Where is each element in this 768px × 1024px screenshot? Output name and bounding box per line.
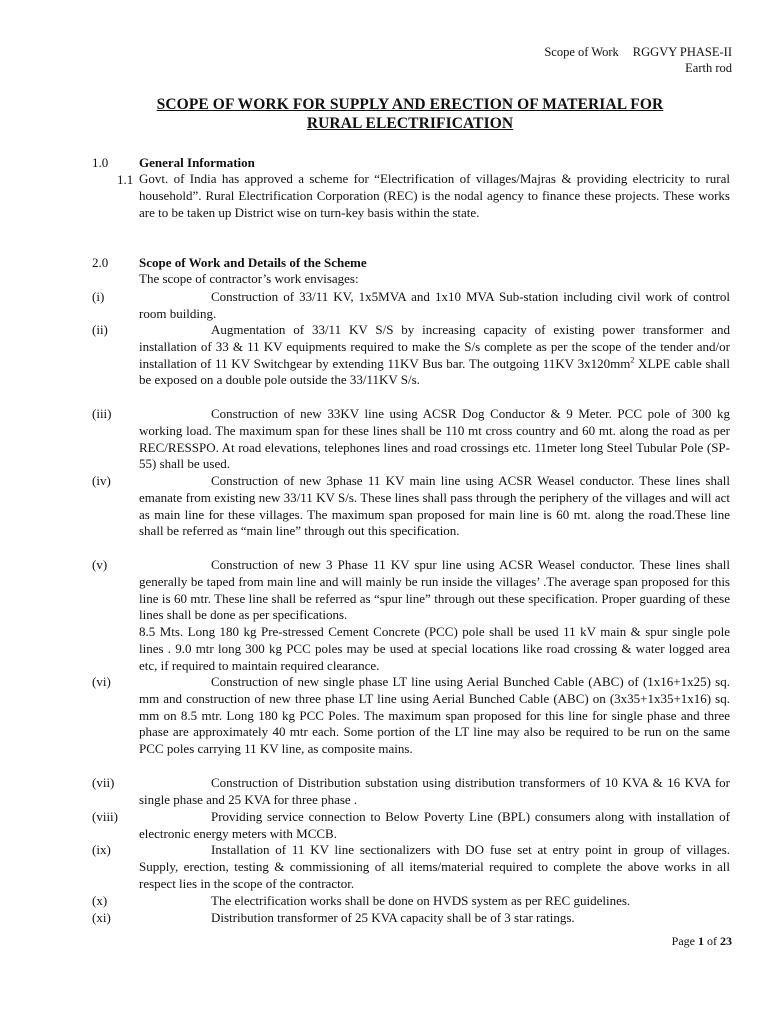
scope-item [92,775,730,809]
item-numeral: (ii) [92,322,108,337]
scope-item [92,322,730,389]
header-phase: RGGVY PHASE-II [632,45,732,59]
item-numeral: (vii) [92,775,115,790]
item-text: Construction of Distribution substation using distribution transformers of 10 KVA & 16 KVA for single phase and 25 KVA for three phase . [139,775,730,807]
item-numeral: (x) [92,893,108,908]
page-word: Page [671,934,695,948]
title-line-1: SCOPE OF WORK FOR SUPPLY AND ERECTION OF MATERIAL FOR [156,96,664,113]
item-numeral: (vi) [92,674,111,689]
item-text: Construction of new single phase LT line using Aerial Bunched Cable (ABC) of (1x16+1x25) sq. mm and construction of new three phase LT line using Aerial Bunched Cable (ABC) on (3x35+1x35+1x16) sq. mm on 8.5 mtr. Long 180 kg PCC Poles. The maximum span proposed for this line for single phase and three phase are approximately 40 mtr each. Some portion of the LT line may also be required to be run on the same PCC poles carrying 11 KV line, as composite mains. [139,674,730,757]
item-numeral: (v) [92,557,108,572]
section-1-1-text: Govt. of India has approved a scheme for “Electrification of villages/Majras & providing electricity to rural household”. Rural Electrification Corporation (REC) is the nodal agency to finance these projects. These works are to be taken up District wise on turn-key basis within the state. [139,171,730,220]
item-text: Construction of new 3phase 11 KV main line using ACSR Weasel conductor. These lines shall emanate from existing new 33/11 KV S/s. These lines shall pass through the periphery of the villages and will act as main line for these villages. The maximum span proposed for main line is 60 mt. along the road.These line shall be referred as “main line” through out this specification. [139,473,730,539]
superscript: 2 [630,355,635,365]
scope-item [92,893,730,910]
item-numeral: (xi) [92,910,111,925]
document-title [60,95,760,133]
section-1-1-number: 1.1 [117,172,134,187]
title-line-2: RURAL ELECTRIFICATION [306,115,514,132]
scope-item [92,809,730,843]
section-2-intro: The scope of contractor’s work envisages: [139,271,359,286]
item-text: Augmentation of 33/11 KV S/S by increasing capacity of existing power transformer and installation of 33 & 11 KV equipments required to make the S/s complete as per the scope of the tender and/or installation of 11 KV Switchgear by extending 11KV Bus bar. The outgoing 11KV $3x120mm^2$ XLPE cable shall be exposed on a double pole outside the 33/11KV S/s. [139,322,730,388]
item-text: The electrification works shall be done on HVDS system as per REC guidelines. [211,893,631,908]
scope-item [92,842,730,892]
item-text: Construction of new 3 Phase 11 KV spur line using ACSR Weasel conductor. These lines shall generally be taped from main line and will mainly be run inside the villages’ .The average span proposed for this line is 60 mtr. These line shall be referred as “spur line” through out these specification. Proper guarding of these lines shall be done as per specifications. [139,557,730,623]
item-text: Construction of new 33KV line using ACSR Dog Conductor & 9 Meter. PCC pole of 300 kg working load. The maximum span for these lines shall be 110 mt cross country and 60 mt. along the road as per REC/RESSPO. At road elevations, telephones lines and road crossings etc. 11meter long Steel Tubular Pole (SP-55) shall be used. [139,406,730,472]
item-text: Installation of 11 KV line sectionalizers with DO fuse set at entry point in group of villages. Supply, erection, testing & commissioning of all items/material required to complete the above works in all respect lies in the scope of the contractor. [139,842,730,891]
section-2-heading: Scope of Work and Details of the Scheme [139,255,367,270]
header-earth-rod: Earth rod [685,61,732,75]
section-1-number: 1.0 [92,155,109,170]
page-total: 23 [720,934,732,948]
page-footer [672,934,732,949]
page-number: 1 [698,934,704,948]
scope-item [92,289,730,323]
item-extra-text: 8.5 Mts. Long 180 kg Pre-stressed Cement Concrete (PCC) pole shall be used 11 kV main & spur single pole lines . 9.0 mtr long 300 kg PCC poles may be used at special locations like road crossing & water logged area etc, if required to maintain required clearance. [139,624,730,673]
item-text: Providing service connection to Below Poverty Line (BPL) consumers along with installation of electronic energy meters with MCCB. [139,809,730,841]
item-numeral: (iii) [92,406,112,421]
section-1-heading: General Information [139,155,255,170]
item-numeral: (i) [92,289,105,304]
scope-item [92,473,730,540]
scope-item [92,557,730,675]
scope-item [92,910,730,927]
item-text: Construction of 33/11 KV, 1x5MVA and 1x10 MVA Sub-station including civil work of control room building. [139,289,730,321]
section-2-number: 2.0 [92,255,109,270]
scope-item [92,406,730,473]
item-numeral: (ix) [92,842,111,857]
item-text: Distribution transformer of 25 KVA capacity shall be of 3 star ratings. [211,910,575,925]
page-header [544,44,732,76]
of-word: of [707,934,717,948]
item-numeral: (iv) [92,473,111,488]
item-numeral: (viii) [92,809,118,824]
scope-item [92,674,730,758]
header-scope: Scope of Work [544,45,619,59]
